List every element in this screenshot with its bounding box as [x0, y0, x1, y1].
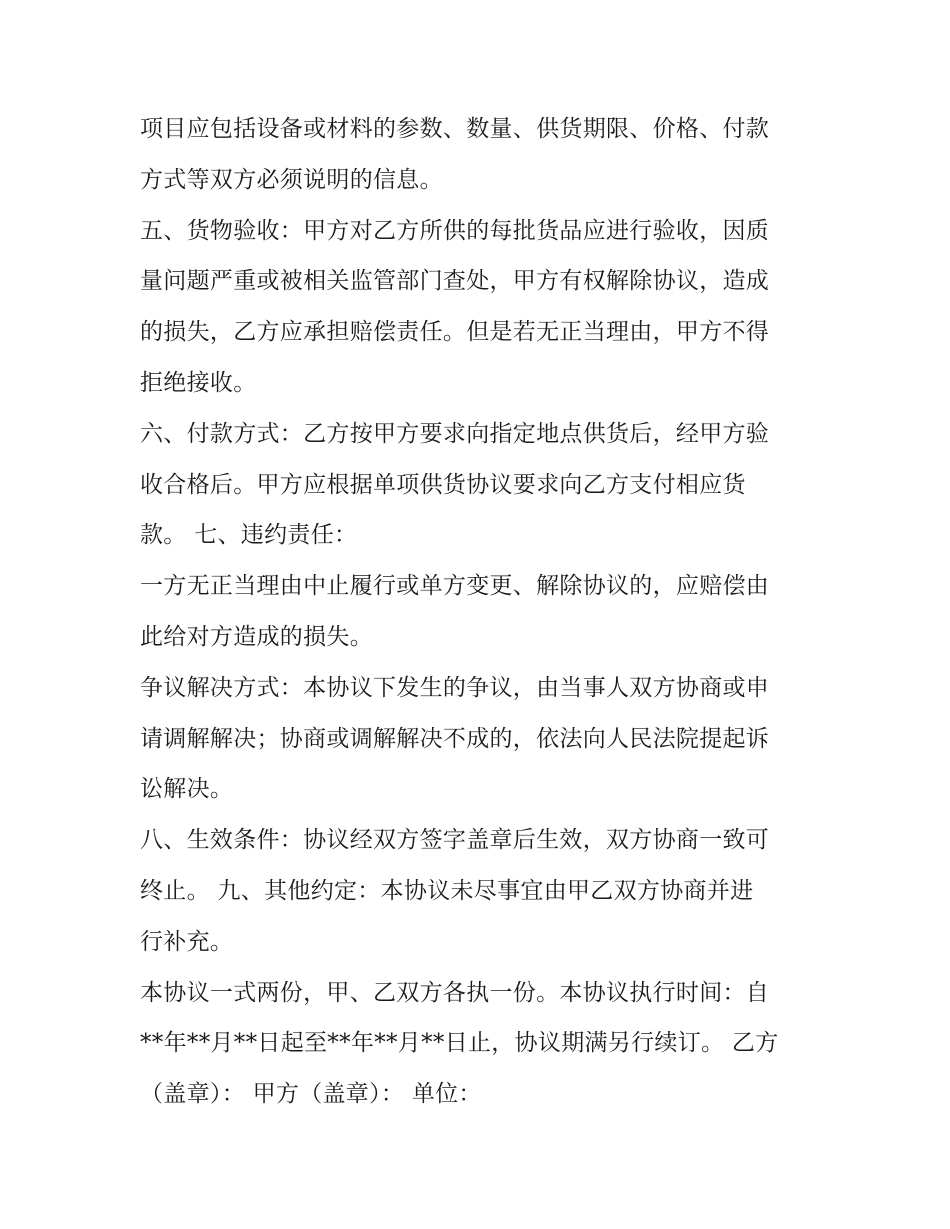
text-line: 量问题严重或被相关监管部门查处，甲方有权解除协议，造成	[140, 268, 770, 295]
text-line: 的损失，乙方应承担赔偿责任。但是若无正当理由，甲方不得	[140, 319, 770, 346]
text-line: 拒绝接收。	[140, 369, 257, 396]
text-line: 八、生效条件：协议经双方签字盖章后生效，双方协商一致可	[140, 827, 770, 854]
text-line: 六、付款方式：乙方按甲方要求向指定地点供货后，经甲方验	[140, 420, 770, 447]
text-line: 一方无正当理由中止履行或单方变更、解除协议的，应赔偿由	[140, 573, 770, 600]
text-line: 此给对方造成的损失。	[140, 623, 373, 650]
text-line: 争议解决方式：本协议下发生的争议，由当事人双方协商或申	[140, 674, 770, 701]
text-line: 终止。 九、其他约定：本协议未尽事宜由甲乙双方协商并进	[140, 877, 754, 904]
text-line: 款。 七、违约责任：	[140, 522, 358, 549]
text-line: 方式等双方必须说明的信息。	[140, 166, 443, 193]
text-line: 行补充。	[140, 928, 234, 955]
text-line: 五、货物验收：甲方对乙方所供的每批货品应进行验收，因质	[140, 217, 770, 244]
text-line: 本协议一式两份，甲、乙双方各执一份。本协议执行时间：自	[140, 979, 770, 1006]
text-line: （盖章）： 甲方（盖章）： 单位：	[140, 1081, 482, 1108]
document-body	[140, 104, 820, 1120]
text-line: **年**月**日起至**年**月**日止，协议期满另行续订。 乙方	[140, 1030, 779, 1057]
text-line: 项目应包括设备或材料的参数、数量、供货期限、价格、付款	[140, 116, 770, 142]
text-line: 讼解决。	[140, 776, 234, 803]
text-line: 收合格后。甲方应根据单项供货协议要求向乙方支付相应货	[140, 471, 746, 498]
text-line: 请调解解决；协商或调解解决不成的，依法向人民法院提起诉	[140, 725, 770, 752]
